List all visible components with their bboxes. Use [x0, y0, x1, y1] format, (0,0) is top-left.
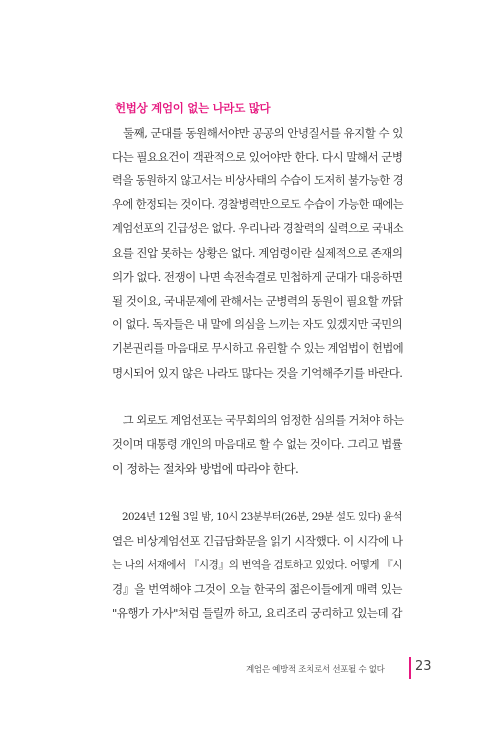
page-number: 23	[415, 659, 432, 674]
text-line: 기본권리를 마음대로 무시하고 유린할 수 있는 계엄법이 헌법에	[112, 342, 404, 355]
text-line: 될 것이요, 국내문제에 관해서는 군병력의 동원이 필요할 까닭	[112, 294, 403, 308]
section-heading: 헌법상 계엄이 없는 나라도 많다	[115, 101, 271, 115]
text-line: 명시되어 있지 않은 나라도 많다는 것을 기억해주기를 바란다.	[112, 366, 403, 380]
text-line: 이 정하는 절차와 방법에 따라야 한다.	[112, 462, 299, 476]
text-line: 요를 진압 못하는 상황은 없다. 계엄령이란 실제적으로 존재의	[112, 246, 403, 260]
text-line: 열은 비상계엄선포 긴급담화문을 읽기 시작했다. 이 시각에 나	[112, 534, 403, 548]
text-line: 이 없다. 독자들은 내 말에 의심을 느끼는 자도 있겠지만 국민의	[112, 318, 402, 331]
running-footer-title: 계엄은 예방적 조치로서 선포될 수 없다	[246, 665, 385, 675]
text-line: 2024년 12월 3일 밤, 10시 23분부터(26분, 29분 설도 있다) 윤석	[112, 511, 402, 523]
text-line: "유행가 가사"처럼 들릴까 하고, 요리조리 궁리하고 있는데 갑	[112, 606, 402, 620]
text-line: 것이며 대통령 개인의 마음대로 할 수 없는 것이다. 그리고 법률	[112, 438, 402, 451]
text-line: 그 외로도 계엄선포는 국무회의의 엄정한 심의를 거쳐야 하는	[112, 414, 404, 427]
text-line: 의가 없다. 전쟁이 나면 속전속결로 민첩하게 군대가 대응하면	[112, 270, 403, 284]
text-line: 계엄선포의 긴급성은 없다. 우리나라 경찰력의 실력으로 국내소	[112, 222, 404, 235]
text-line: 력을 동원하지 않고서는 비상사태의 수습이 도저히 불가능한 경	[112, 174, 404, 187]
text-line: 경』을 번역해야 그것이 오늘 한국의 젊은이들에게 매력 있는	[112, 582, 402, 596]
text-line: 다는 필요요건이 객관적으로 있어야만 한다. 다시 말해서 군병	[112, 150, 403, 164]
text-line: 둘째, 군대를 동원해서야만 공공의 안녕질서를 유지할 수 있	[112, 126, 403, 140]
text-line: 우에 한정되는 것이다. 경찰병력만으로도 수습이 가능한 때에는	[112, 198, 404, 211]
text-line: 는 나의 서재에서 『시경』의 번역을 검토하고 있었다. 어떻게 『시	[112, 559, 402, 571]
footer-divider	[409, 657, 411, 679]
